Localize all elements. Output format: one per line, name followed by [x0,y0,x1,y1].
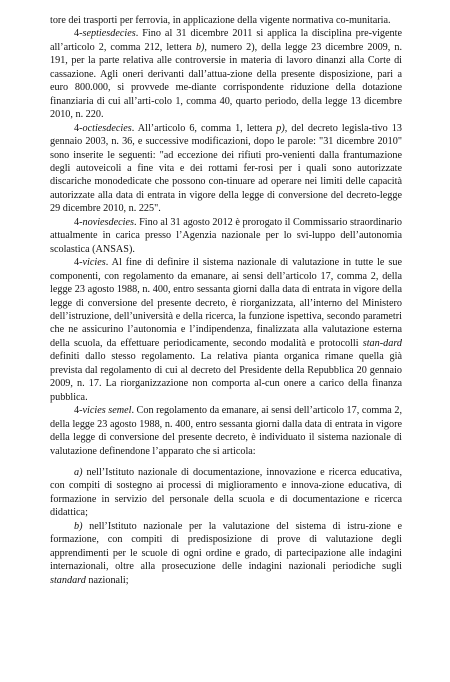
document-page [50,14,402,587]
text-run: nell’Istituto nazionale per la valutazione del sistema di istru-zione e formazione, con compiti di predisposizione di prove di valutazione degli apprendimenti per le scuole di ogni ordine e grado, di partecipazione alle indagini internazionali, oltre alla prosecuzione delle indagini nazionali periodiche sugli [50,520,402,573]
italic-run: b) [74,520,83,532]
spacer [50,458,402,466]
list-item-b [50,520,402,587]
text-run: 4- [74,405,83,417]
text-run: 4- [74,216,83,228]
paragraph-octiesdecies [50,122,402,216]
text-run: , del decreto legisla-tivo 13 gennaio 2003, n. 36, e successive modificazioni, dopo le parole: "31 dicembre 2010" sono inserite le seguenti: "ad eccezione dei rifiuti pro-venienti dalla frantumazione degli autoveicoli a fine vita e dei rottami fer-rosi per i quali sono autorizzate discariche monodedicate che possono con-tinuare ad operare nei limiti delle capacità autorizzate alla data di entrata in vigore della legge di conversione del decreto-legge 29 dicembre 2010, n. 225". [50,122,402,215]
italic-run: stan-dard [362,337,402,349]
italic-run: vicies [82,257,106,269]
text-run: , numero 2), della legge 23 dicembre 2009, n. 191, per la parte relativa alle controversie in materia di lavoro dinanzi alla Corte di cassazione. Agli oneri derivanti dall’attua-zione della presente disposizione, pari a euro 800.000, si provvede me-diante corrispondente riduzione della dotazione finanziaria di cui all’arti-colo 1, comma 40, quarto periodo, della legge 13 dicembre 2010, n. 220. [50,41,402,121]
text-run: 4- [74,122,83,134]
italic-run: vicies semel [82,405,132,417]
italic-run: b) [195,41,205,53]
paragraph-noviesdecies [50,216,402,256]
italic-run: standard [50,574,86,586]
paragraph-vicies [50,256,402,404]
italic-run: p) [276,122,285,134]
italic-run: septiesdecies [82,28,136,40]
text-run: . Fino al 31 dicembre 2011 si applica la disciplina pre-vigente all’articolo 2, comma 212, lettera [50,28,402,53]
list-item-a [50,466,402,520]
text-run: nazionali; [85,574,129,586]
text-run: definiti dallo stesso regolamento. La relativa pianta organica rimane quella già prevista dal regolamento di cui al decreto del Presidente della Repubblica 20 gennaio 2009, n. 17. La riorganizzazione non comporta al-cun onere a carico della finanza pubblica. [50,351,402,403]
text-run: . Fino al 31 agosto 2012 è prorogato il Commissario straordinario attualmente in carica presso l’Agenzia nazionale per lo svi-luppo dell’autonomia scolastica (ANSAS). [50,216,402,255]
text-run: 4- [74,28,83,40]
text-run: nell’Istituto nazionale di documentazione, innovazione e ricerca educativa, con compiti di sostegno ai processi di miglioramento e innova-zione educativa, di formazione in servizio del personale della scuola e di documentazione e ricerca didattica; [50,466,402,519]
text-run: . Con regolamento da emanare, ai sensi dell’articolo 17, comma 2, della legge 23 agosto 1988, n. 400, entro sessanta giorni dalla data di entrata in vigore della legge di conversione del presente decreto, è individuato il sistema nazionale di valutazione definendone l’apparato che si articola: [50,405,402,457]
text-run: tore dei trasporti per ferrovia, in applicazione della vigente normativa co-munitaria. [50,15,391,26]
paragraph-continuation [50,14,402,27]
italic-run: noviesdecies [82,216,134,228]
text-run: . All’articolo 6, comma 1, lettera [131,122,277,134]
paragraph-vicies-semel [50,404,402,458]
paragraph-septiesdecies [50,27,402,121]
italic-run: a) [74,466,83,478]
text-run: 4- [74,257,83,269]
italic-run: octiesdecies [82,122,132,134]
text-run: . Al fine di definire il sistema nazionale di valutazione in tutte le sue componenti, con regolamento da emanare, ai sensi dell’articolo 17, comma 2, della legge 23 agosto 1988, n. 400, entro sessanta giorni dalla data di entrata in vigore della legge di conversione del presente decreto, è riorganizzata, all’interno del Ministero dell’istruzione, dell’università e della ricerca, la funzione ispettiva, secondo parametri che ne assicurino l’autonomia e l’indipendenza, finalizzata alla valutazione esterna della scuola, da effettuare periodicamente, secondo modalità e protocolli [50,257,402,349]
